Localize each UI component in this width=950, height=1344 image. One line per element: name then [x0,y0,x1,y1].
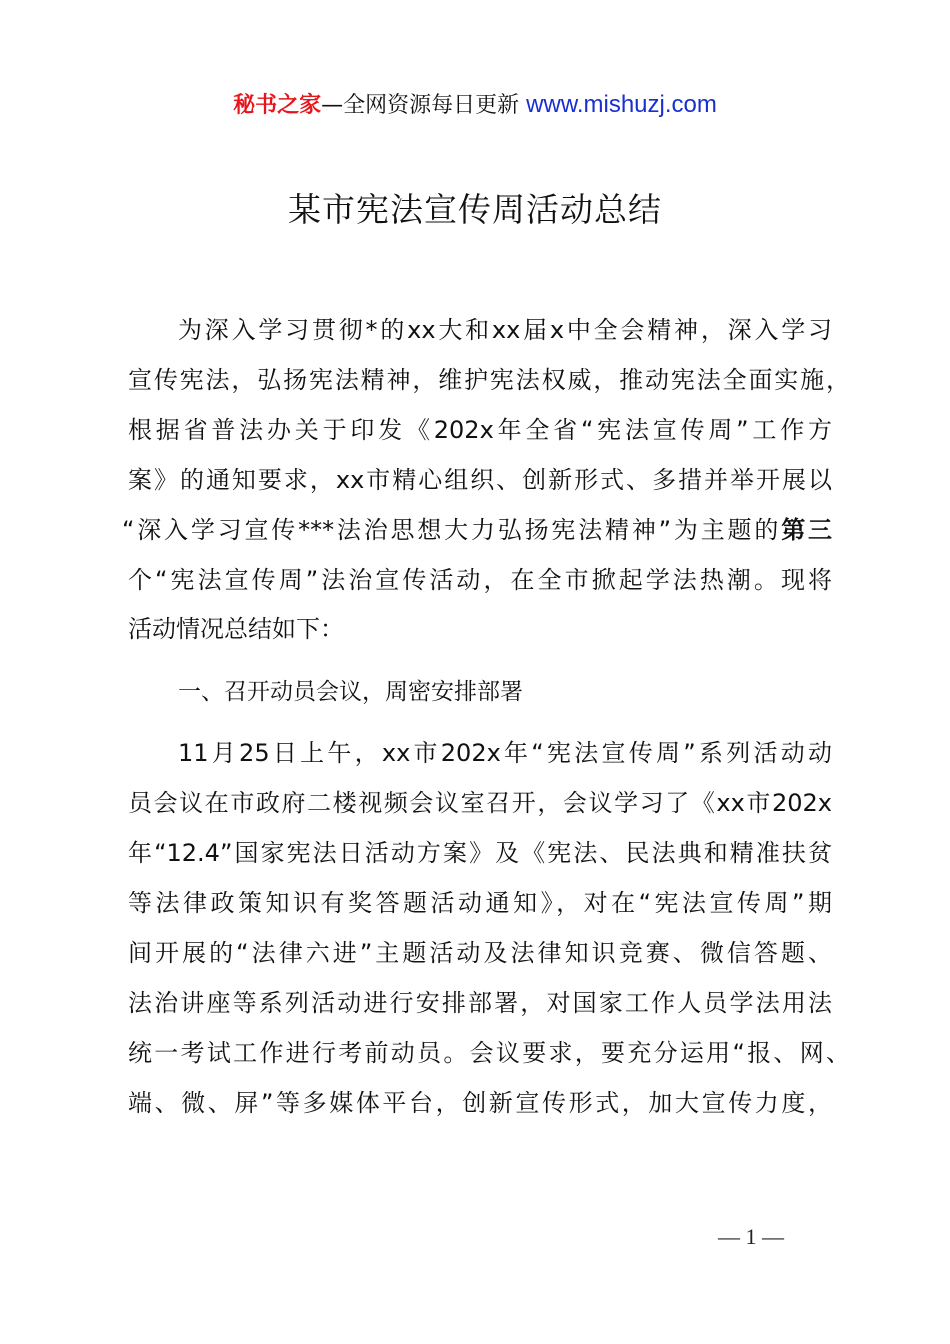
section-heading: 一、召开动员会议，周密安排部署 [178,679,523,705]
bold-text: 第三 [781,516,832,544]
paragraph-line: 统一考试工作进行考前动员。会议要求，要充分运用“报、网、 [128,1039,850,1067]
document-title: 某市宪法宣传周活动总结 [288,190,662,229]
paragraph-line: 员会议在市政府二楼视频会议室召开，会议学习了《xx市202x [128,789,832,817]
line-text: “深入学习宣传***法治思想大力弘扬宪法精神”为主题的 [122,516,782,544]
paragraph-line: 为深入学习贯彻*的xx大和xx届x中全会精神，深入学习 [178,316,832,344]
site-url-link[interactable]: www.mishuzj.com [526,91,717,118]
page-number: — 1 — [718,1224,784,1249]
paragraph-line: 端、微、屏”等多媒体平台，创新宣传形式，加大宣传力度， [128,1089,832,1117]
paragraph-line: 活动情况总结如下： [128,615,344,643]
header-slogan: —全网资源每日更新 [321,93,527,118]
paragraph-line: 根据省普法办关于印发《202x年全省“宪法宣传周”工作方 [128,416,832,444]
paragraph-line: 年“12.4”国家宪法日活动方案》及《宪法、民法典和精准扶贫 [128,839,832,867]
paragraph-line: 11月25日上午，xx市202x年“宪法宣传周”系列活动动 [178,739,832,767]
paragraph-line: 等法律政策知识有奖答题活动通知》，对在“宪法宣传周”期 [128,889,832,917]
paragraph-line: 间开展的“法律六进”主题活动及法律知识竞赛、微信答题、 [128,939,832,967]
paragraph-line: 案》的通知要求，xx市精心组织、创新形式、多措并举开展以 [128,466,832,494]
brand-name: 秘书之家 [233,93,322,118]
paragraph-line: 宣传宪法，弘扬宪法精神，维护宪法权威，推动宪法全面实施， [128,366,850,394]
paragraph-line [122,513,832,547]
paragraph-line: 个“宪法宣传周”法治宣传活动，在全市掀起学法热潮。现将 [128,566,832,594]
site-header [0,88,950,119]
paragraph-line: 法治讲座等系列活动进行安排部署，对国家工作人员学法用法 [128,989,832,1017]
